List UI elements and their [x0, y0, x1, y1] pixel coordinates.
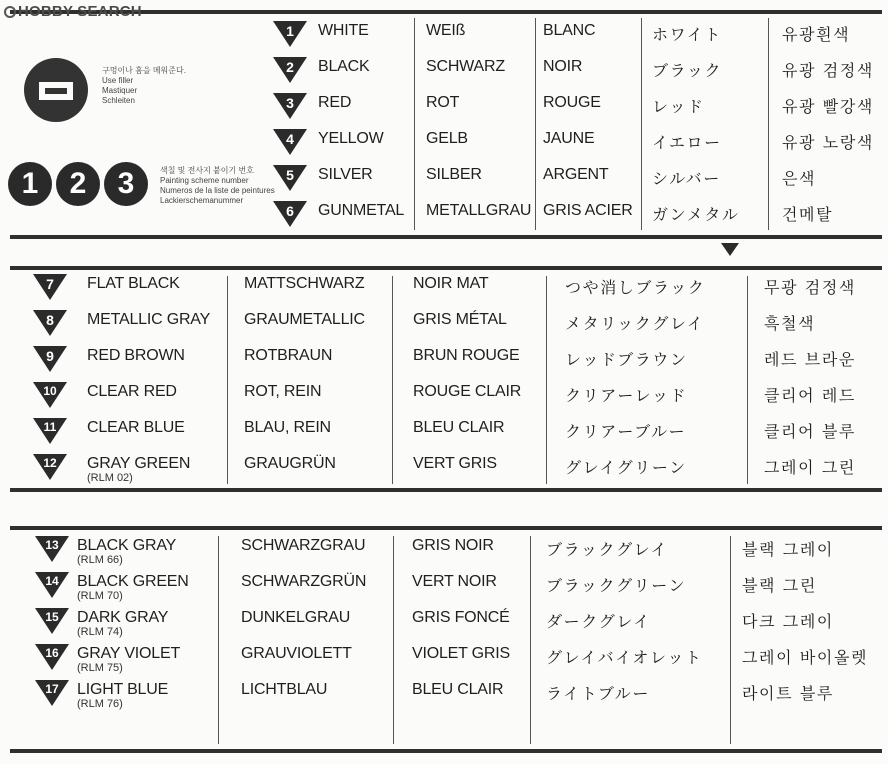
paint-name-fr: ARGENT [543, 166, 609, 183]
paint-number: 9 [46, 348, 54, 364]
rlm-code: (RLM 66) [77, 554, 123, 566]
scheme-legend-en: Painting scheme number [160, 176, 249, 185]
paint-number: 7 [46, 276, 54, 292]
paint-name-kr: 유광 노랑색 [782, 133, 874, 152]
paint-name-en: GUNMETAL [318, 202, 405, 219]
paint-name-kr: 블랙 그레이 [742, 540, 834, 559]
paint-name-kr: 클리어 블루 [764, 422, 856, 441]
paint-number-triangle [32, 273, 68, 301]
paint-name-en: RED [318, 94, 352, 111]
rlm-code: (RLM 02) [87, 472, 133, 484]
paint-name-fr: NOIR MAT [413, 275, 489, 292]
paint-number-triangle [34, 679, 70, 707]
paint-name-jp: ガンメタル [652, 205, 740, 224]
paint-name-fr: JAUNE [543, 130, 595, 147]
paint-number-triangle [32, 417, 68, 445]
paint-number: 12 [43, 456, 57, 470]
paint-number-triangle [272, 92, 308, 120]
paint-name-fr: GRIS MÉTAL [413, 311, 507, 328]
paint-name-en: BLACK GRAY [77, 537, 177, 554]
section3-top-border [10, 526, 882, 530]
paint-number: 17 [45, 682, 59, 696]
paint-name-en: DARK GRAY [77, 609, 169, 626]
paint-name-jp: ダークグレイ [546, 612, 651, 631]
rlm-code: (RLM 75) [77, 662, 123, 674]
section2-bottom-border [10, 488, 882, 492]
paint-name-de: DUNKELGRAU [241, 609, 351, 626]
paint-name-jp: クリアーレッド [565, 386, 688, 405]
paint-name-kr: 흑철색 [764, 314, 816, 333]
paint-number-triangle [272, 200, 308, 228]
paint-name-en: BLACK GREEN [77, 573, 189, 590]
paint-name-kr: 그레이 그린 [764, 458, 856, 477]
paint-number-triangle [32, 345, 68, 373]
section2-column-divider [392, 276, 393, 484]
paint-name-de: WEIß [426, 22, 466, 39]
paint-name-kr: 클리어 레드 [764, 386, 856, 405]
section3-bottom-border [10, 749, 882, 753]
paint-name-jp: ホワイト [652, 25, 722, 44]
paint-name-jp: レッドブラウン [565, 350, 688, 369]
paint-number-triangle [272, 56, 308, 84]
paint-name-kr: 은색 [782, 169, 817, 188]
paint-number: 13 [45, 538, 59, 552]
paint-number: 8 [46, 312, 54, 328]
scheme-legend [160, 166, 275, 206]
paint-name-jp: メタリックグレイ [565, 314, 705, 333]
paint-number-triangle [272, 128, 308, 156]
filler-legend-ko: 구멍이나 홈을 메워준다. [102, 66, 186, 75]
rlm-code: (RLM 74) [77, 626, 123, 638]
paint-name-en: WHITE [318, 22, 369, 39]
scheme-legend-fr: Numeros de la liste de peintures [160, 186, 275, 195]
paint-number: 11 [43, 420, 57, 434]
scheme-legend-de: Lackierschemanummer [160, 196, 244, 205]
paint-name-en: YELLOW [318, 130, 384, 147]
paint-name-kr: 블랙 그린 [742, 576, 817, 595]
paint-name-de: GELB [426, 130, 468, 147]
section2-column-divider [546, 276, 547, 484]
paint-name-en: LIGHT BLUE [77, 681, 169, 698]
paint-name-en: CLEAR BLUE [87, 419, 185, 436]
paint-name-kr: 건메탈 [782, 205, 834, 224]
paint-name-de: METALLGRAU [426, 202, 532, 219]
section1-column-divider [641, 18, 642, 230]
watermark-text: HOBBY SEARCH [18, 3, 142, 20]
paint-number-triangle [34, 607, 70, 635]
paint-number: 4 [286, 131, 294, 147]
paint-name-jp: グレイグリーン [565, 458, 687, 477]
section1-column-divider [535, 18, 536, 230]
paint-name-en: BLACK [318, 58, 370, 75]
scheme-badge-1: 1 [8, 162, 52, 206]
paint-name-de: SCHWARZGRÜN [241, 573, 367, 590]
section1-bottom-border [10, 235, 882, 239]
rlm-code: (RLM 70) [77, 590, 123, 602]
paint-name-jp: ブラックグレイ [546, 540, 669, 559]
paint-name-kr: 무광 검정색 [764, 278, 856, 297]
rlm-code: (RLM 76) [77, 698, 123, 710]
paint-name-fr: ROUGE [543, 94, 601, 111]
section2-column-divider [747, 276, 748, 484]
paint-name-de: SCHWARZGRAU [241, 537, 366, 554]
section3-column-divider [393, 536, 394, 744]
paint-name-en: METALLIC GRAY [87, 311, 211, 328]
paint-name-jp: ライトブルー [546, 684, 651, 703]
section1-column-divider [768, 18, 769, 230]
paint-name-de: SILBER [426, 166, 482, 183]
paint-name-fr: VERT NOIR [412, 573, 497, 590]
paint-name-de: GRAUVIOLETT [241, 645, 352, 662]
paint-name-fr: GRIS ACIER [543, 202, 633, 219]
filler-legend-de: Schleiten [102, 96, 135, 105]
paint-name-de: ROT, REIN [244, 383, 322, 400]
paint-name-fr: VERT GRIS [413, 455, 497, 472]
paint-name-fr: GRIS NOIR [412, 537, 494, 554]
paint-name-de: BLAU, REIN [244, 419, 331, 436]
paint-name-fr: BLEU CLAIR [412, 681, 504, 698]
paint-name-kr: 그레이 바이올렛 [742, 648, 869, 667]
paint-name-jp: グレイバイオレット [546, 648, 703, 667]
paint-name-de: LICHTBLAU [241, 681, 328, 698]
paint-name-en: RED BROWN [87, 347, 185, 364]
paint-number: 14 [45, 574, 59, 588]
paint-name-fr: NOIR [543, 58, 583, 75]
paint-name-de: MATTSCHWARZ [244, 275, 365, 292]
paint-number: 10 [43, 384, 57, 398]
section3-column-divider [730, 536, 731, 744]
paint-number-triangle [32, 381, 68, 409]
paint-name-en: GRAY VIOLET [77, 645, 181, 662]
paint-name-jp: イエロー [652, 133, 722, 152]
scheme-badge-3: 3 [104, 162, 148, 206]
paint-name-de: ROTBRAUN [244, 347, 333, 364]
paint-number-triangle [272, 20, 308, 48]
continue-arrow-icon [721, 243, 739, 257]
paint-name-en: FLAT BLACK [87, 275, 180, 292]
paint-name-en: CLEAR RED [87, 383, 177, 400]
section2-column-divider [227, 276, 228, 484]
paint-number-triangle [34, 643, 70, 671]
filler-legend-en: Use filler [102, 76, 134, 85]
paint-number: 3 [286, 95, 294, 111]
paint-name-kr: 유광흰색 [782, 25, 851, 44]
paint-name-kr: 라이트 블루 [742, 684, 834, 703]
paint-name-de: ROT [426, 94, 460, 111]
paint-number-triangle [32, 453, 68, 481]
paint-name-de: GRAUGRÜN [244, 455, 336, 472]
paint-name-kr: 유광 빨강색 [782, 97, 874, 116]
paint-number-triangle [272, 164, 308, 192]
section2-top-border [10, 266, 882, 270]
paint-name-jp: クリアーブルー [565, 422, 687, 441]
paint-number: 2 [286, 59, 294, 75]
paint-name-kr: 다크 그레이 [742, 612, 834, 631]
filler-legend [102, 66, 186, 106]
section3-column-divider [530, 536, 531, 744]
paint-number: 16 [45, 646, 59, 660]
paint-name-fr: VIOLET GRIS [412, 645, 510, 662]
filler-legend-fr: Mastiquer [102, 86, 138, 95]
paint-name-jp: ブラック [652, 61, 723, 80]
paint-number: 5 [286, 167, 294, 183]
section3-column-divider [218, 536, 219, 744]
paint-name-fr: BLANC [543, 22, 596, 39]
watermark-logo-icon [4, 6, 16, 18]
paint-number-triangle [34, 535, 70, 563]
paint-name-fr: BRUN ROUGE [413, 347, 520, 364]
hobby-search-watermark [4, 3, 142, 20]
filler-icon [24, 58, 88, 122]
scheme-legend-ko: 색칠 및 전사지 붙이기 번호 [160, 166, 254, 175]
scheme-badge-2: 2 [56, 162, 100, 206]
paint-name-de: GRAUMETALLIC [244, 311, 365, 328]
paint-name-jp: つや消しブラック [565, 278, 706, 297]
paint-name-en: GRAY GREEN [87, 455, 191, 472]
paint-number-triangle [32, 309, 68, 337]
paint-name-fr: BLEU CLAIR [413, 419, 505, 436]
paint-name-en: SILVER [318, 166, 373, 183]
paint-name-jp: ブラックグリーン [546, 576, 687, 595]
paint-name-fr: GRIS FONCÉ [412, 609, 510, 626]
paint-name-kr: 유광 검정색 [782, 61, 874, 80]
paint-name-kr: 레드 브라운 [764, 350, 856, 369]
paint-number: 1 [286, 23, 294, 39]
paint-name-jp: レッド [652, 97, 705, 116]
paint-number: 6 [286, 203, 294, 219]
paint-name-fr: ROUGE CLAIR [413, 383, 522, 400]
paint-number: 15 [45, 610, 59, 624]
paint-number-triangle [34, 571, 70, 599]
paint-name-de: SCHWARZ [426, 58, 505, 75]
paint-name-jp: シルバー [652, 169, 721, 188]
section1-column-divider [414, 18, 415, 230]
